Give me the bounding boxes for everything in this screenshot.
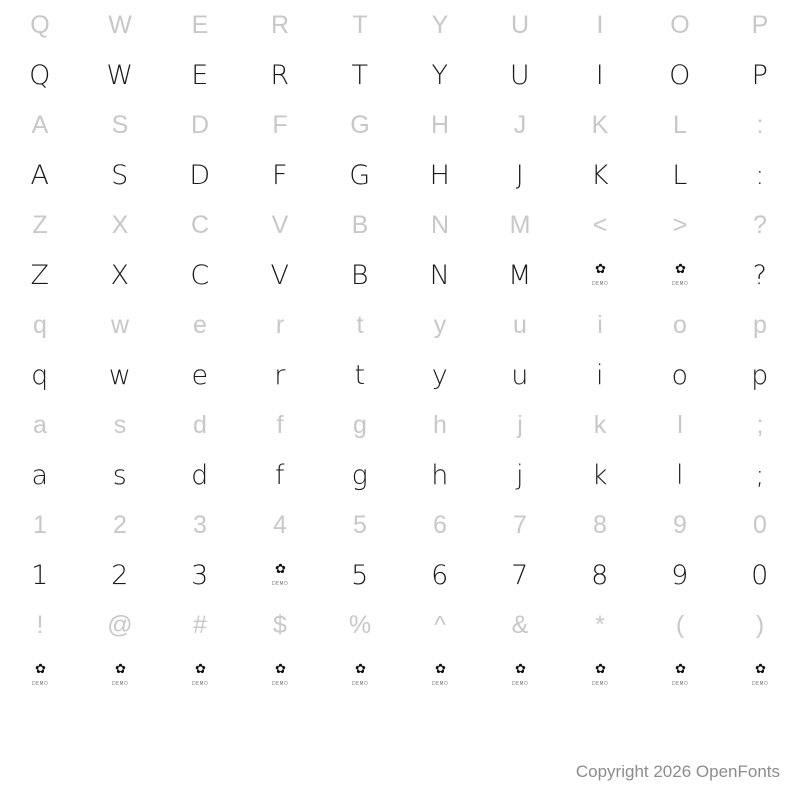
glyph-cell: 2: [113, 510, 127, 539]
demo-petals-icon: ✿: [515, 662, 525, 677]
glyph-row-reference: [0, 100, 800, 150]
glyph-cell: F: [272, 110, 288, 139]
glyph-cell: 7: [511, 559, 529, 591]
glyph-cell: s: [112, 459, 128, 491]
glyph-cell: U: [509, 59, 531, 91]
glyph-row-reference: [0, 300, 800, 350]
demo-flower-icon: [507, 662, 533, 688]
glyph-cell: C: [190, 210, 210, 239]
glyph-cell: o: [673, 310, 687, 339]
glyph-cell: T: [351, 59, 369, 91]
demo-label: DEMO: [751, 681, 769, 687]
glyph-cell: I: [595, 59, 605, 91]
glyph-cell: C: [190, 259, 210, 291]
demo-petals-icon: ✿: [755, 662, 765, 677]
glyph-cell: e: [191, 359, 209, 391]
glyph-cell: 6: [431, 559, 449, 591]
glyph-cell: V: [270, 259, 290, 291]
glyph-cell: i: [595, 359, 604, 391]
glyph-cell: a: [33, 410, 47, 439]
glyph-cell: 6: [433, 510, 447, 539]
glyph-cell: Y: [431, 59, 449, 91]
glyph-cell: <: [592, 210, 608, 239]
glyph-cell: F: [271, 159, 289, 191]
demo-watermark-icon: [640, 650, 720, 700]
demo-label: DEMO: [271, 681, 289, 687]
glyph-cell: 8: [593, 510, 607, 539]
glyph-cell: 5: [353, 510, 367, 539]
demo-label: DEMO: [351, 681, 369, 687]
glyph-cell: f: [276, 410, 284, 439]
glyph-row-sample: [0, 50, 800, 100]
glyph-cell: N: [429, 259, 451, 291]
glyph-cell: r: [274, 359, 286, 391]
glyph-cell: J: [513, 110, 527, 139]
demo-petals-icon: ✿: [275, 662, 285, 677]
glyph-cell: g: [351, 459, 369, 491]
glyph-cell: u: [511, 359, 529, 391]
glyph-cell: M: [508, 259, 532, 291]
demo-petals-icon: ✿: [675, 262, 685, 277]
demo-flower-icon: [107, 662, 133, 688]
glyph-cell: 0: [753, 510, 767, 539]
demo-flower-icon: [747, 662, 773, 688]
glyph-cell: $: [273, 610, 287, 639]
glyph-cell: ;: [755, 459, 765, 491]
demo-label: DEMO: [191, 681, 209, 687]
glyph-cell: 1: [33, 510, 47, 539]
glyph-cell: r: [275, 310, 285, 339]
glyph-cell: &: [511, 610, 529, 639]
demo-watermark-icon: [560, 250, 640, 300]
glyph-cell: L: [672, 159, 688, 191]
glyph-row-sample: [0, 150, 800, 200]
demo-label: DEMO: [271, 581, 289, 587]
glyph-cell: j: [515, 459, 524, 491]
glyph-cell: 5: [351, 559, 369, 591]
glyph-cell: J: [515, 159, 525, 191]
glyph-cell: K: [590, 159, 610, 191]
glyph-row-reference: [0, 600, 800, 650]
glyph-cell: O: [669, 59, 691, 91]
glyph-cell: A: [31, 110, 49, 139]
glyph-cell: i: [597, 310, 603, 339]
glyph-cell: y: [431, 359, 449, 391]
glyph-cell: P: [751, 10, 769, 39]
demo-petals-icon: ✿: [595, 662, 605, 677]
glyph-cell: t: [354, 359, 366, 391]
glyph-cell: Z: [30, 259, 50, 291]
glyph-cell: I: [596, 10, 604, 39]
glyph-row-sample: [0, 650, 800, 700]
demo-watermark-icon: [720, 650, 800, 700]
demo-label: DEMO: [671, 681, 689, 687]
demo-petals-icon: ✿: [275, 562, 285, 577]
glyph-cell: R: [270, 59, 290, 91]
glyph-cell: f: [274, 459, 285, 491]
glyph-row-sample: [0, 350, 800, 400]
demo-watermark-icon: [320, 650, 400, 700]
glyph-cell: 7: [513, 510, 527, 539]
glyph-cell: E: [191, 59, 209, 91]
glyph-row-reference: [0, 0, 800, 50]
demo-watermark-icon: [400, 650, 480, 700]
glyph-cell: q: [33, 310, 47, 339]
glyph-cell: %: [348, 610, 372, 639]
glyph-cell: 2: [111, 559, 129, 591]
glyph-cell: 9: [673, 510, 687, 539]
glyph-cell: B: [351, 210, 369, 239]
glyph-cell: 8: [591, 559, 609, 591]
glyph-cell: B: [350, 259, 370, 291]
glyph-cell: Q: [30, 10, 50, 39]
glyph-cell: (: [675, 610, 685, 639]
glyph-cell: :: [756, 110, 764, 139]
demo-flower-icon: [587, 262, 613, 288]
glyph-cell: e: [193, 310, 207, 339]
demo-flower-icon: [267, 662, 293, 688]
demo-watermark-icon: [560, 650, 640, 700]
glyph-cell: K: [591, 110, 609, 139]
glyph-cell: X: [111, 210, 129, 239]
glyph-cell: p: [753, 310, 767, 339]
glyph-cell: 1: [31, 559, 49, 591]
demo-petals-icon: ✿: [595, 262, 605, 277]
glyph-cell: d: [193, 410, 207, 439]
glyph-cell: ): [755, 610, 765, 639]
glyph-cell: R: [270, 10, 290, 39]
glyph-cell: w: [110, 310, 130, 339]
glyph-cell: Z: [32, 210, 48, 239]
glyph-cell: #: [193, 610, 207, 639]
demo-watermark-icon: [0, 650, 80, 700]
glyph-row-reference: [0, 200, 800, 250]
glyph-cell: S: [111, 159, 129, 191]
glyph-cell: L: [673, 110, 687, 139]
glyph-cell: @: [107, 610, 133, 639]
glyph-cell: V: [271, 210, 289, 239]
glyph-cell: q: [31, 359, 49, 391]
glyph-cell: G: [349, 159, 371, 191]
glyph-cell: 3: [193, 510, 207, 539]
demo-petals-icon: ✿: [435, 662, 445, 677]
demo-label: DEMO: [511, 681, 529, 687]
glyph-cell: O: [670, 10, 690, 39]
glyph-cell: S: [111, 110, 129, 139]
demo-watermark-icon: [240, 550, 320, 600]
glyph-cell: w: [108, 359, 132, 391]
glyph-cell: T: [352, 10, 368, 39]
demo-watermark-icon: [240, 650, 320, 700]
glyph-row-sample: [0, 250, 800, 300]
glyph-cell: X: [110, 259, 130, 291]
demo-watermark-icon: [640, 250, 720, 300]
demo-label: DEMO: [671, 281, 689, 287]
glyph-cell: s: [113, 410, 127, 439]
demo-flower-icon: [267, 562, 293, 588]
glyph-row-sample: [0, 450, 800, 500]
demo-watermark-icon: [80, 650, 160, 700]
glyph-cell: o: [671, 359, 689, 391]
glyph-cell: 0: [751, 559, 769, 591]
glyph-cell: >: [672, 210, 688, 239]
glyph-cell: t: [356, 310, 364, 339]
glyph-cell: 4: [273, 510, 287, 539]
glyph-cell: d: [191, 459, 209, 491]
glyph-row-reference: [0, 500, 800, 550]
glyph-cell: p: [751, 359, 769, 391]
glyph-cell: U: [510, 10, 530, 39]
demo-label: DEMO: [591, 281, 609, 287]
glyph-cell: Q: [29, 59, 51, 91]
glyph-cell: !: [36, 610, 44, 639]
demo-label: DEMO: [31, 681, 49, 687]
demo-flower-icon: [187, 662, 213, 688]
glyph-cell: 9: [671, 559, 689, 591]
glyph-row-sample: [0, 550, 800, 600]
demo-label: DEMO: [431, 681, 449, 687]
glyph-cell: g: [353, 410, 367, 439]
demo-label: DEMO: [111, 681, 129, 687]
demo-petals-icon: ✿: [35, 662, 45, 677]
glyph-cell: y: [433, 310, 447, 339]
glyph-cell: G: [350, 110, 370, 139]
copyright-footer: Copyright 2026 OpenFonts: [575, 762, 780, 781]
glyph-cell: :: [755, 159, 765, 191]
glyph-cell: A: [30, 159, 50, 191]
glyph-cell: E: [191, 10, 209, 39]
glyph-cell: ?: [752, 259, 768, 291]
demo-petals-icon: ✿: [675, 662, 685, 677]
glyph-cell: ^: [434, 610, 446, 639]
glyph-cell: W: [106, 59, 134, 91]
glyph-row-reference: [0, 400, 800, 450]
glyph-cell: N: [430, 210, 450, 239]
glyph-cell: l: [675, 459, 684, 491]
glyph-cell: a: [31, 459, 49, 491]
demo-flower-icon: [587, 662, 613, 688]
demo-label: DEMO: [591, 681, 609, 687]
glyph-cell: Y: [431, 10, 449, 39]
glyph-cell: h: [433, 410, 447, 439]
demo-flower-icon: [347, 662, 373, 688]
demo-watermark-icon: [480, 650, 560, 700]
glyph-cell: D: [190, 110, 210, 139]
glyph-cell: H: [429, 159, 451, 191]
demo-flower-icon: [427, 662, 453, 688]
glyph-cell: D: [189, 159, 211, 191]
glyph-cell: P: [751, 59, 769, 91]
glyph-cell: ;: [756, 410, 764, 439]
glyph-cell: M: [509, 210, 531, 239]
glyph-cell: u: [513, 310, 527, 339]
glyph-cell: k: [593, 410, 607, 439]
demo-watermark-icon: [160, 650, 240, 700]
demo-flower-icon: [27, 662, 53, 688]
glyph-cell: H: [430, 110, 450, 139]
demo-flower-icon: [667, 262, 693, 288]
glyph-cell: W: [108, 10, 132, 39]
demo-petals-icon: ✿: [195, 662, 205, 677]
glyph-cell: ?: [753, 210, 767, 239]
glyph-cell: h: [431, 459, 449, 491]
glyph-cell: l: [677, 410, 683, 439]
glyph-cell: 3: [191, 559, 209, 591]
glyph-cell: j: [517, 410, 523, 439]
demo-petals-icon: ✿: [355, 662, 365, 677]
demo-flower-icon: [667, 662, 693, 688]
demo-petals-icon: ✿: [115, 662, 125, 677]
glyph-cell: *: [595, 610, 605, 639]
glyph-cell: k: [591, 459, 609, 491]
